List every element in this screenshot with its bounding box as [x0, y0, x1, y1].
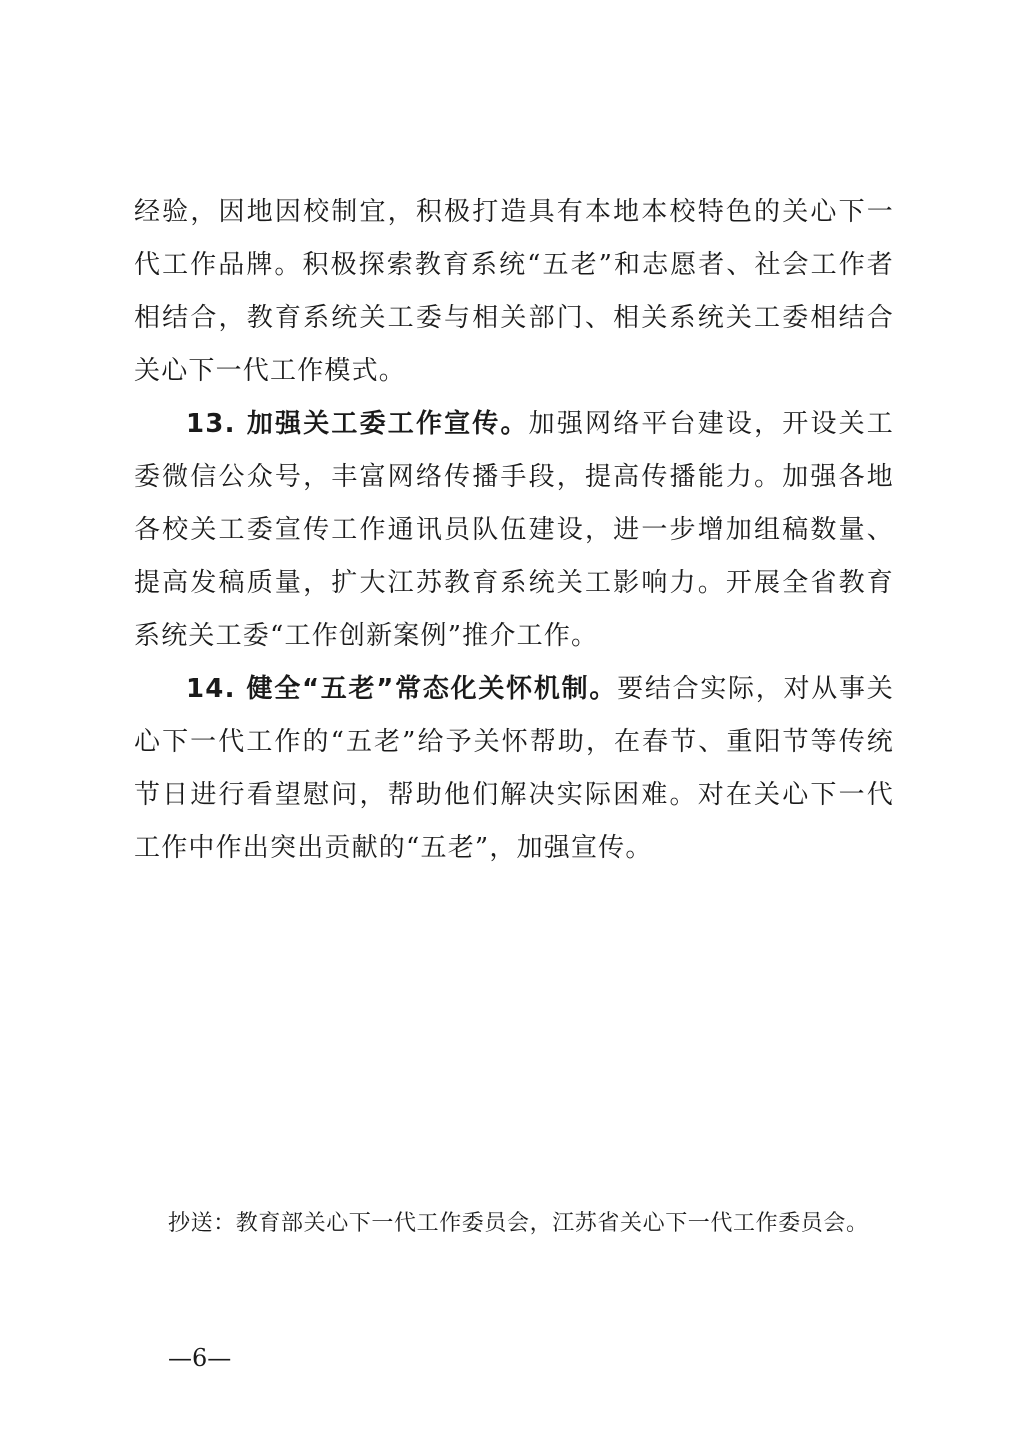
- cc-recipients: 抄送：教育部关心下一代工作委员会，江苏省关心下一代工作委员会。: [168, 1211, 869, 1236]
- paragraph-13: [134, 398, 894, 663]
- page-number: —6—: [168, 1344, 232, 1372]
- paragraph-heading: 13. 加强关工委工作宣传。: [186, 409, 529, 439]
- paragraph-text: 经验，因地因校制宜，积极打造具有本地本校特色的关心下一代工作品牌。积极探索教育系统“五老”和志愿者、社会工作者相结合，教育系统关工委与相关部门、相关系统关工委相结合关心下一代工作模式。: [134, 197, 894, 386]
- paragraph-heading: 14. 健全“五老”常态化关怀机制。: [186, 674, 618, 704]
- document-body: [134, 186, 894, 875]
- paragraph-text: 加强网络平台建设，开设关工委微信公众号，丰富网络传播手段，提高传播能力。加强各地各校关工委宣传工作通讯员队伍建设，进一步增加组稿数量、提高发稿质量，扩大江苏教育系统关工影响力。开展全省教育系统关工委“工作创新案例”推介工作。: [134, 409, 894, 651]
- paragraph-text: 要结合实际，对从事关心下一代工作的“五老”给予关怀帮助，在春节、重阳节等传统节日进行看望慰问，帮助他们解决实际困难。对在关心下一代工作中作出突出贡献的“五老”，加强宣传。: [134, 674, 894, 863]
- paragraph-continuation: [134, 186, 894, 398]
- paragraph-14: [134, 663, 894, 875]
